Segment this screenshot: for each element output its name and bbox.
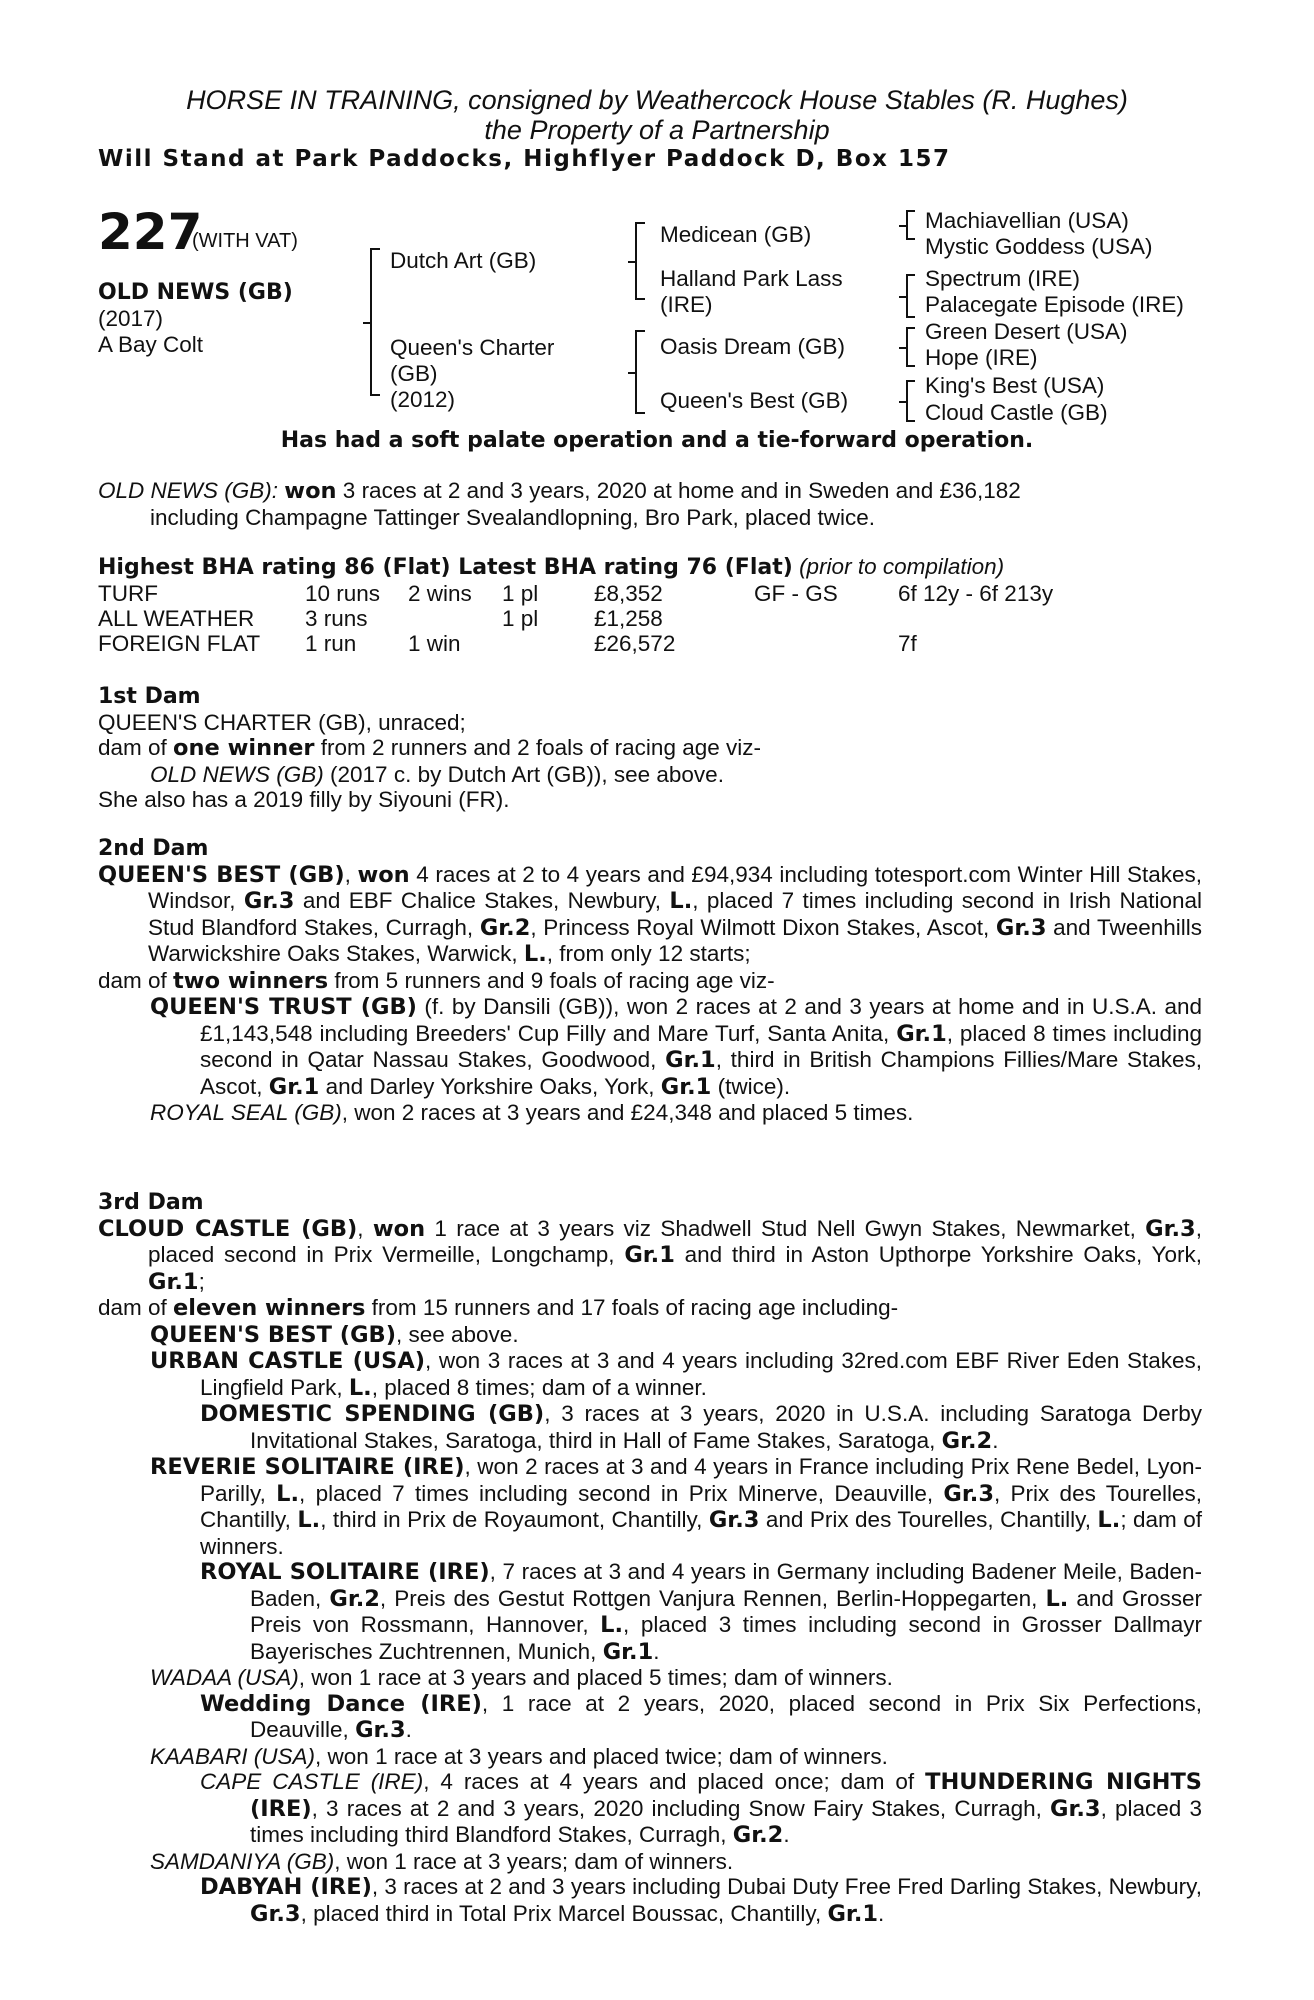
pedigree-brace-g3-1 xyxy=(906,210,915,240)
text-segment: dam of xyxy=(98,1295,174,1320)
first-dam-heading: 1st Dam xyxy=(98,684,201,709)
bold-text: Gr.1 xyxy=(624,1242,675,1268)
first-dam-text: dam of xyxy=(98,735,174,760)
rating-going xyxy=(754,631,898,656)
text-segment: , won 2 races at 3 years and £24,348 and placed 5 times. xyxy=(341,1100,914,1125)
lot-number: 227 xyxy=(98,203,203,261)
pedigree-sire-dam-1: Halland Park Lass xyxy=(660,266,843,291)
bold-text: Gr.2 xyxy=(732,1822,784,1848)
ratings-block xyxy=(98,554,1202,656)
pedigree-brace-gen1 xyxy=(370,248,380,396)
race-summary xyxy=(98,478,1202,530)
text-segment: and Darley Yorkshire Oaks, York, xyxy=(319,1073,661,1099)
text-segment: ; dam of winners. xyxy=(200,1507,1202,1559)
consignor-line: HORSE IN TRAINING, consigned by Weathercock House Stables (R. Hughes) xyxy=(186,85,1128,115)
third-dam-entry xyxy=(98,1216,1202,1296)
first-dam-winners: one winner xyxy=(173,735,315,761)
bold-text: Gr.1 xyxy=(827,1900,879,1927)
rating-dist xyxy=(898,606,1053,631)
rating-dist: 7f xyxy=(898,630,917,656)
text-segment: , won 1 race at 3 years; dam of winners. xyxy=(334,1848,734,1874)
rating-surface: FOREIGN FLAT xyxy=(98,630,261,656)
bold-text: Gr.3 xyxy=(355,1717,406,1743)
text-segment: from 15 runners and 17 foals of racing age including- xyxy=(365,1295,899,1320)
third-dam-offspring xyxy=(98,1454,1202,1559)
text-segment: , placed 7 times including second in Prix Minerve, Deauville, xyxy=(299,1480,944,1506)
text-segment: , won 1 race at 3 years and placed 5 times; dam of winners. xyxy=(298,1665,893,1690)
bold-text: URBAN CASTLE (USA) xyxy=(150,1348,426,1374)
bold-text: won xyxy=(357,861,410,888)
pedigree-sire-sire: Medicean (GB) xyxy=(660,222,812,247)
bold-text: L. xyxy=(523,941,547,967)
pedigree-g3-4: Palacegate Episode (IRE) xyxy=(925,292,1184,317)
text-segment: , placed 3 times including second in Grosser Dallmayr Bayerisches Zuchtrennen, Munich, xyxy=(250,1612,1202,1664)
bold-text: Gr.1 xyxy=(268,1073,320,1100)
text-segment: . xyxy=(783,1822,790,1847)
pedigree-g3-1: Machiavellian (USA) xyxy=(925,208,1129,233)
bold-text: DABYAH (IRE) xyxy=(200,1874,372,1900)
operation-note: Has had a soft palate operation and a tie-forward operation. xyxy=(280,428,1034,453)
bold-text: Gr.3 xyxy=(250,1900,301,1927)
text-segment: and Grosser Preis von Rossmann, Hannover, xyxy=(250,1585,1202,1637)
first-dam-line-1: QUEEN'S CHARTER (GB), unraced; xyxy=(98,709,466,735)
text-segment: , 3 races at 2 and 3 years including Dubai Duty Free Fred Darling Stakes, Newbury, xyxy=(371,1874,1202,1899)
text-segment: . xyxy=(878,1900,885,1926)
bold-text: Gr.3 xyxy=(995,914,1047,941)
bold-text: Wedding Dance (IRE) xyxy=(200,1690,482,1717)
bold-text: REVERIE SOLITAIRE (IRE) xyxy=(150,1454,465,1480)
rating-row xyxy=(98,631,1053,656)
first-dam-text: from 2 runners and 2 foals of racing age viz- xyxy=(314,735,761,760)
italic-name: WADAA (USA) xyxy=(150,1665,299,1690)
bold-text: two winners xyxy=(173,967,329,994)
summary-won: won xyxy=(284,478,337,504)
pedigree-dam-dam: Queen's Best (GB) xyxy=(660,388,849,413)
bold-text: eleven winners xyxy=(173,1295,366,1321)
italic-name: CAPE CASTLE (IRE) xyxy=(200,1769,424,1794)
third-dam-grand-offspring xyxy=(98,1874,1202,1927)
text-segment: , 4 races at 4 years and placed once; dam of xyxy=(423,1769,926,1794)
summary-text-1: 3 races at 2 and 3 years, 2020 at home and in Sweden and £36,182 xyxy=(336,478,1021,503)
pedigree-dam-3: (2012) xyxy=(390,387,456,412)
bold-text: Gr.2 xyxy=(941,1427,993,1454)
third-dam-grand-offspring xyxy=(98,1401,1202,1454)
text-segment: . xyxy=(653,1638,660,1664)
rating-placed: 1 pl xyxy=(502,580,539,606)
second-dam-entry xyxy=(98,862,1202,968)
third-dam-offspring xyxy=(98,1744,1202,1770)
rating-going: GF - GS xyxy=(754,580,838,606)
bold-text: L. xyxy=(297,1507,321,1533)
third-dam-offspring xyxy=(98,1665,1202,1691)
text-segment: . xyxy=(992,1427,999,1453)
bold-text: Gr.3 xyxy=(1050,1795,1101,1822)
pedigree-g3-7: King's Best (USA) xyxy=(925,373,1105,398)
pedigree-g3-5: Green Desert (USA) xyxy=(925,319,1128,344)
rating-placed xyxy=(502,631,594,656)
bold-text: won xyxy=(372,1215,426,1242)
location-line: Will Stand at Park Paddocks, Highflyer Paddock D, Box 157 xyxy=(98,146,951,172)
italic-name: ROYAL SEAL (GB) xyxy=(150,1100,342,1125)
pedigree-g3-2: Mystic Goddess (USA) xyxy=(925,234,1153,259)
bold-text: Gr.3 xyxy=(1145,1215,1196,1242)
horse-year: (2017) xyxy=(98,306,164,331)
rating-surface: TURF xyxy=(98,580,158,606)
rating-going xyxy=(754,606,898,631)
text-segment: , placed 8 times including second in Qatar Nassau Stakes, Goodwood, xyxy=(200,1020,1202,1072)
text-segment: , 7 races at 3 and 4 years in Germany including Badener Meile, Baden-Baden, xyxy=(250,1559,1202,1611)
bold-text: L. xyxy=(276,1480,300,1507)
text-segment: , Preis des Gestut Rottgen Vanjura Rennen, Berlin-Hoppegarten, xyxy=(379,1585,1046,1611)
third-dam-grand-offspring xyxy=(98,1559,1202,1665)
pedigree-g3-3: Spectrum (IRE) xyxy=(925,266,1081,291)
bold-text: ROYAL SOLITAIRE (IRE) xyxy=(200,1559,490,1585)
rating-dist: 6f 12y - 6f 213y xyxy=(898,580,1054,606)
text-segment: , placed 7 times including second in Irish National Stud Blandford Stakes, Curragh, xyxy=(148,888,1202,940)
rating-prize: £8,352 xyxy=(594,580,663,606)
bold-text: QUEEN'S BEST (GB) xyxy=(98,861,345,888)
text-segment: , won 1 race at 3 years and placed twice; dam of winners. xyxy=(315,1743,888,1769)
rating-surface: ALL WEATHER xyxy=(98,605,255,631)
rating-wins xyxy=(408,606,502,631)
text-segment: 4 races at 2 to 4 years and £94,934 including totesport.com Winter Hill Stakes, Windsor, xyxy=(148,861,1202,913)
text-segment: , see above. xyxy=(395,1321,519,1347)
bold-text: Gr.1 xyxy=(665,1047,716,1073)
text-segment: (twice). xyxy=(711,1073,791,1099)
rating-wins: 1 win xyxy=(408,630,461,656)
rating-runs: 10 runs xyxy=(305,580,381,606)
text-segment: , third in Prix de Royaumont, Chantilly, xyxy=(320,1507,709,1532)
pedigree-brace-dam xyxy=(635,330,645,414)
pedigree-brace-sire xyxy=(635,222,645,300)
bold-text: Gr.3 xyxy=(943,1480,994,1507)
text-segment: and Prix des Tourelles, Chantilly, xyxy=(759,1507,1098,1532)
bold-text: Gr.3 xyxy=(243,888,295,914)
text-segment: , xyxy=(344,861,358,887)
rating-row xyxy=(98,581,1053,606)
text-segment: dam of xyxy=(98,967,174,993)
first-dam-line-4: She also has a 2019 filly by Siyouni (FR). xyxy=(98,787,510,812)
third-dam-section xyxy=(98,1190,1202,1927)
pedigree-brace-g3-3 xyxy=(906,327,915,367)
text-segment: , 3 races at 3 years, 2020 in U.S.A. including Saratoga Derby Invitational Stakes, Saratoga, third in Hall of Fame Stakes, Saratoga, xyxy=(250,1401,1202,1453)
text-segment: , placed 8 times; dam of a winner. xyxy=(371,1374,707,1400)
third-dam-heading: 3rd Dam xyxy=(98,1190,204,1215)
rating-runs: 3 runs xyxy=(305,605,368,631)
text-segment: , Prix des Tourelles, Chantilly, xyxy=(200,1480,1203,1532)
text-segment: and Tweenhills Warwickshire Oaks Stakes, Warwick, xyxy=(148,914,1202,966)
pedigree-brace-g3-2 xyxy=(906,274,915,318)
text-segment: and EBF Chalice Stakes, Newbury, xyxy=(294,888,670,913)
text-segment: from 5 runners and 9 foals of racing age viz- xyxy=(328,967,775,993)
bold-text: Gr.1 xyxy=(148,1268,199,1295)
second-dam-offspring xyxy=(98,994,1202,1100)
rating-runs: 1 run xyxy=(305,630,357,656)
italic-name: KAABARI (USA) xyxy=(150,1743,316,1769)
second-dam-offspring xyxy=(98,1100,1202,1126)
text-segment: , third in British Champions Fillies/Mare Stakes, Ascot, xyxy=(200,1047,1202,1099)
bold-text: L. xyxy=(600,1612,624,1638)
pedigree-brace-g3-4 xyxy=(906,380,915,422)
rating-row xyxy=(98,606,1053,631)
second-dam-section xyxy=(98,836,1202,1126)
pedigree-dam-1: Queen's Charter xyxy=(390,335,555,360)
rating-prize: £1,258 xyxy=(594,605,663,631)
text-segment: , placed third in Total Prix Marcel Boussac, Chantilly, xyxy=(300,1900,828,1926)
pedigree-dam-2: (GB) xyxy=(390,361,438,386)
bold-text: L. xyxy=(1045,1585,1069,1612)
bold-text: QUEEN'S TRUST (GB) xyxy=(150,994,417,1020)
pedigree-dam-sire: Oasis Dream (GB) xyxy=(660,334,846,359)
bold-text: L. xyxy=(348,1374,372,1401)
third-dam-offspring xyxy=(98,1849,1202,1875)
pedigree-g3-8: Cloud Castle (GB) xyxy=(925,400,1108,425)
bold-text: Gr.2 xyxy=(479,914,531,941)
text-segment: , won 2 races at 3 and 4 years in France including Prix Rene Bedel, Lyon-Parilly, xyxy=(200,1454,1202,1506)
text-segment: , 1 race at 2 years, 2020, placed second in Prix Six Perfections, Deauville, xyxy=(250,1690,1202,1742)
third-dam-offspring xyxy=(98,1322,1202,1349)
first-dam-offspring: OLD NEWS (GB) xyxy=(150,761,324,787)
rating-placed: 1 pl xyxy=(502,605,539,631)
rating-wins: 2 wins xyxy=(408,580,472,606)
text-segment: , Princess Royal Wilmott Dixon Stakes, Ascot, xyxy=(530,914,996,940)
property-line: the Property of a Partnership xyxy=(484,115,830,145)
bold-text: Gr.1 xyxy=(896,1020,947,1047)
rating-headline: Highest BHA rating 86 (Flat) Latest BHA rating 76 (Flat) xyxy=(98,555,793,580)
rating-note: (prior to compilation) xyxy=(799,554,1005,579)
pedigree-g3-6: Hope (IRE) xyxy=(925,345,1038,370)
bold-text: L. xyxy=(669,888,693,914)
horse-description: A Bay Colt xyxy=(98,332,204,357)
bold-text: Gr.3 xyxy=(708,1507,760,1533)
horse-name: OLD NEWS (GB) xyxy=(98,280,293,305)
text-segment: , won 3 races at 3 and 4 years including 32red.com EBF River Eden Stakes, Lingfield Park, xyxy=(200,1348,1202,1400)
pedigree-sire-dam-2: (IRE) xyxy=(660,292,713,317)
bold-text: Gr.1 xyxy=(602,1638,654,1665)
first-dam-section xyxy=(98,684,1202,813)
bold-text: QUEEN'S BEST (GB) xyxy=(150,1321,396,1348)
text-segment: , placed second in Prix Vermeille, Longchamp, xyxy=(148,1215,1202,1267)
text-segment: ; xyxy=(198,1268,205,1294)
text-segment: . xyxy=(405,1717,412,1742)
text-segment: 1 race at 3 years viz Shadwell Stud Nell Gwyn Stakes, Newmarket, xyxy=(425,1215,1146,1241)
text-segment: , 3 races at 2 and 3 years, 2020 including Snow Fairy Stakes, Curragh, xyxy=(311,1795,1051,1821)
ratings-table xyxy=(98,581,1053,656)
text-segment: (f. by Dansili (GB)), won 2 races at 2 and 3 years at home and in U.S.A. and £1,143,548 including Breeders' Cup Filly and Mare Turf, Santa Anita, xyxy=(200,994,1202,1046)
third-dam-grand-offspring xyxy=(98,1691,1202,1744)
bold-text: L. xyxy=(1097,1507,1121,1533)
vat-label: (WITH VAT) xyxy=(192,230,298,252)
text-segment: , from only 12 starts; xyxy=(546,941,751,966)
text-segment: , xyxy=(357,1215,373,1241)
text-segment: and third in Aston Upthorpe Yorkshire Oaks, York, xyxy=(674,1242,1202,1267)
bold-text: Gr.1 xyxy=(660,1073,712,1100)
third-dam-produce xyxy=(98,1295,1202,1322)
bold-text: CLOUD CASTLE (GB) xyxy=(98,1215,358,1242)
summary-text-2: including Champagne Tattinger Svealandlopning, Bro Park, placed twice. xyxy=(150,504,876,530)
pedigree-sire: Dutch Art (GB) xyxy=(390,248,537,273)
second-dam-heading: 2nd Dam xyxy=(98,836,209,861)
bold-text: DOMESTIC SPENDING (GB) xyxy=(200,1401,545,1427)
first-dam-offspring-text: (2017 c. by Dutch Art (GB)), see above. xyxy=(323,761,724,787)
bold-text: Gr.2 xyxy=(329,1585,380,1612)
text-segment: , placed 3 times including third Blandford Stakes, Curragh, xyxy=(250,1795,1202,1847)
third-dam-offspring xyxy=(98,1348,1202,1401)
summary-name: OLD NEWS (GB): xyxy=(98,478,279,503)
third-dam-grand-offspring xyxy=(98,1769,1202,1849)
rating-prize: £26,572 xyxy=(594,630,676,656)
second-dam-produce xyxy=(98,968,1202,995)
italic-name: SAMDANIYA (GB) xyxy=(150,1848,335,1874)
bold-text: THUNDERING NIGHTS (IRE) xyxy=(250,1769,1202,1822)
